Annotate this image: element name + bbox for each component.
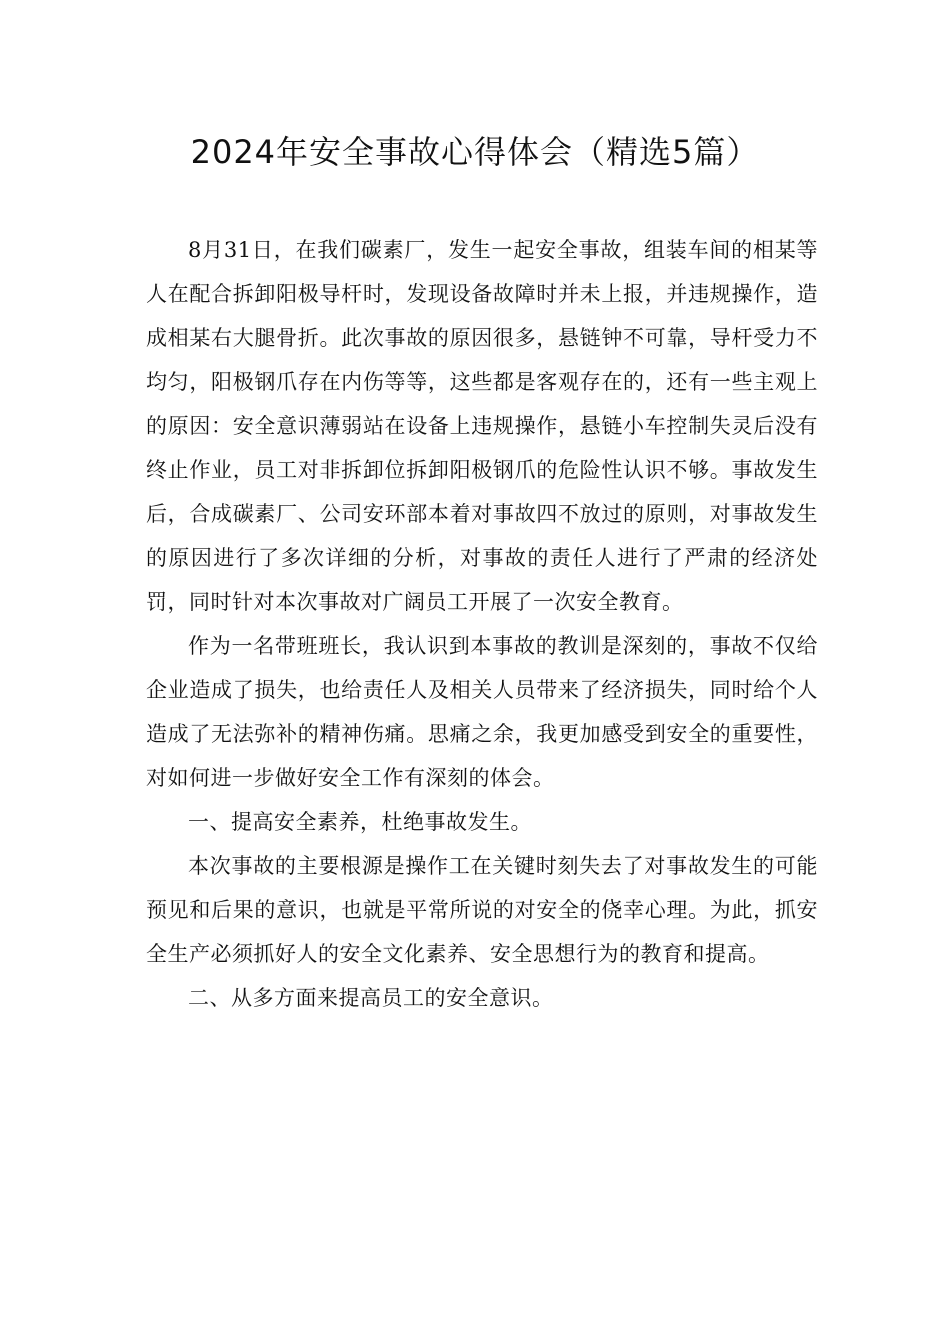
paragraph-reflection: 作为一名带班班长，我认识到本事故的教训是深刻的，事故不仅给企业造成了损失，也给责任人及相关人员带来了经济损失，同时给个人造成了无法弥补的精神伤痛。思痛之余，我更加感受到安全的重要性，对如何进一步做好安全工作有深刻的体会。 (146, 634, 818, 790)
document-body (146, 228, 818, 1020)
paragraph-root-cause: 本次事故的主要根源是操作工在关键时刻失去了对事故发生的可能预见和后果的意识，也就是平常所说的对安全的侥幸心理。为此，抓安全生产必须抓好人的安全文化素养、安全思想行为的教育和提高。 (146, 854, 818, 966)
paragraph-accident-account: 8月31日，在我们碳素厂，发生一起安全事故，组装车间的相某等人在配合拆卸阳极导杆时，发现设备故障时并未上报，并违规操作，造成相某右大腿骨折。此次事故的原因很多，悬链钟不可靠，导杆受力不均匀，阳极钢爪存在内伤等等，这些都是客观存在的，还有一些主观上的原因：安全意识薄弱站在设备上违规操作，悬链小车控制失灵后没有终止作业，员工对非拆卸位拆卸阳极钢爪的危险性认识不够。事故发生后，合成碳素厂、公司安环部本着对事故四不放过的原则，对事故发生的原因进行了多次详细的分析，对事故的责任人进行了严肃的经济处罚，同时针对本次事故对广阔员工开展了一次安全教育。 (146, 238, 818, 614)
document-title: 2024年安全事故心得体会（精选5篇） (190, 133, 760, 171)
section-heading-1: 一、提高安全素养，杜绝事故发生。 (188, 810, 532, 834)
section-heading-2: 二、从多方面来提高员工的安全意识。 (188, 986, 554, 1010)
